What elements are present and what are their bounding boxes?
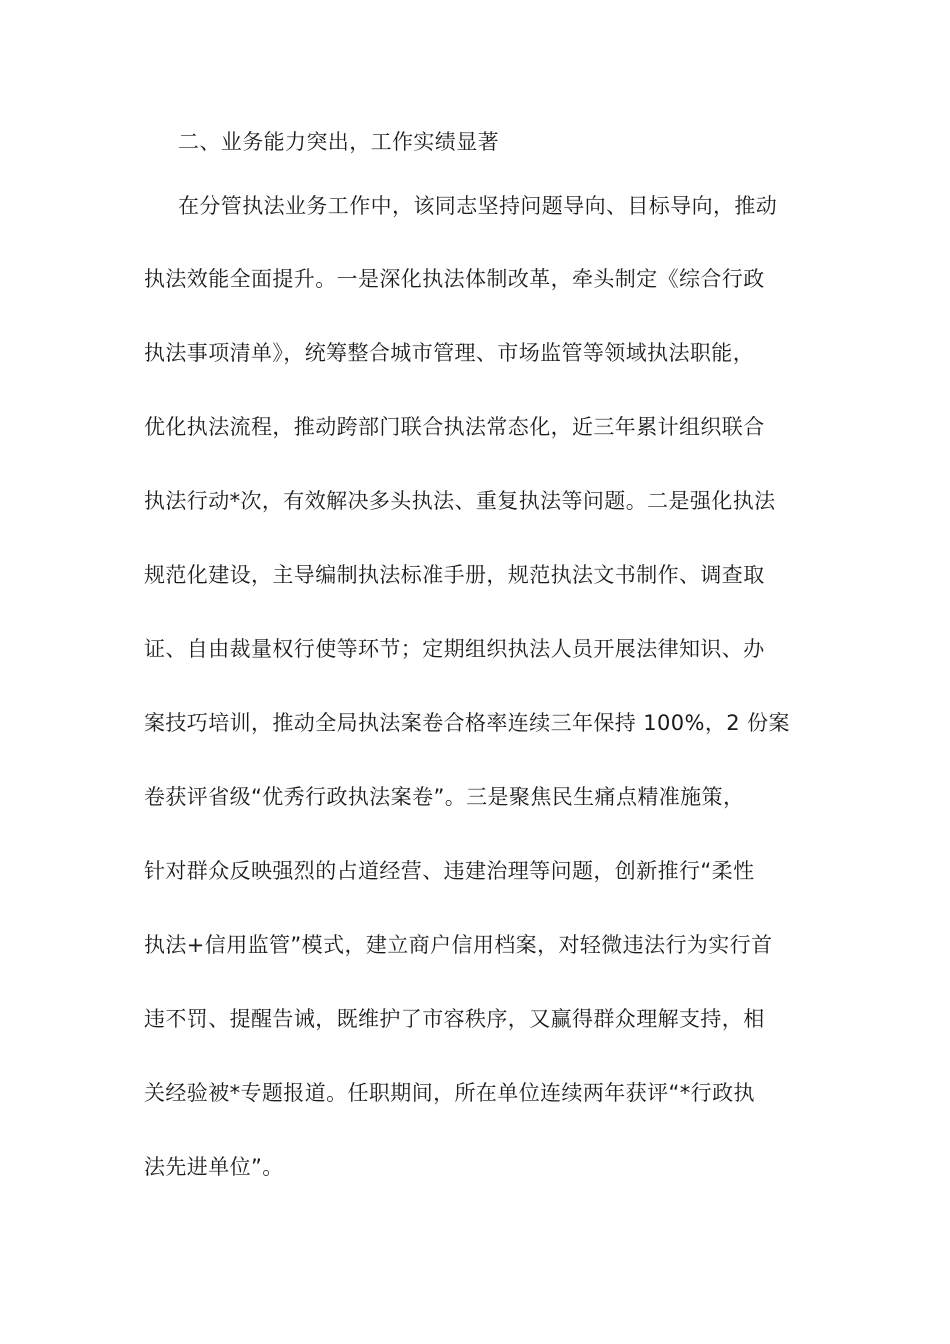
paragraph-line: 关经验被*专题报道。任职期间，所在单位连续两年获评“*行政执 <box>144 1081 755 1105</box>
paragraph-line: 优化执法流程，推动跨部门联合执法常态化，近三年累计组织联合 <box>144 415 765 439</box>
paragraph-line: 卷获评省级“优秀行政执法案卷”。三是聚焦民生痛点精准施策， <box>144 785 745 809</box>
paragraph-line: 法先进单位”。 <box>144 1155 284 1179</box>
paragraph-line: 针对群众反映强烈的占道经营、违建治理等问题，创新推行“柔性 <box>144 859 755 883</box>
paragraph-line: 执法事项清单》，统筹整合城市管理、市场监管等领域执法职能， <box>144 341 755 365</box>
paragraph-line: 执法+信用监管”模式，建立商户信用档案，对轻微违法行为实行首 <box>144 933 773 957</box>
section-heading: 二、业务能力突出，工作实绩显著 <box>178 130 499 154</box>
paragraph-line: 违不罚、提醒告诫，既维护了市容秩序，又赢得群众理解支持，相 <box>144 1007 765 1031</box>
paragraph-line: 执法行动*次，有效解决多头执法、重复执法等问题。二是强化执法 <box>144 489 776 513</box>
paragraph-line: 证、自由裁量权行使等环节；定期组织执法人员开展法律知识、办 <box>144 637 765 661</box>
paragraph-line: 执法效能全面提升。一是深化执法体制改革，牵头制定《综合行政 <box>144 267 765 291</box>
paragraph-line: 案技巧培训，推动全局执法案卷合格率连续三年保持 100%，2 份案 <box>144 711 790 735</box>
paragraph-line: 在分管执法业务工作中，该同志坚持问题导向、目标导向，推动 <box>178 194 778 218</box>
paragraph-line: 规范化建设，主导编制执法标准手册，规范执法文书制作、调查取 <box>144 563 765 587</box>
